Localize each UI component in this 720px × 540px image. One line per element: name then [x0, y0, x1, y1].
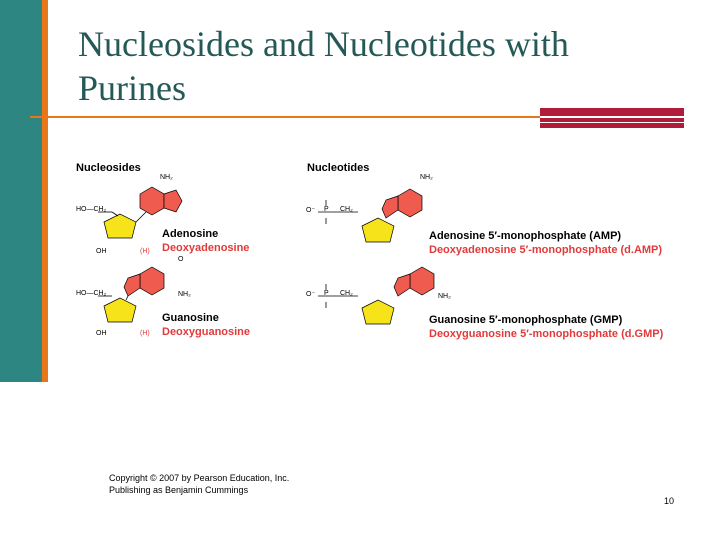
- ribose-ring-g: [104, 298, 136, 322]
- adenine-ring: [140, 187, 164, 215]
- ch2-label-amp: CH₂: [340, 206, 353, 213]
- left-accent-bar: [0, 0, 48, 382]
- guanine-five-ring: [124, 274, 140, 296]
- adenine-five-ring: [164, 190, 182, 212]
- title-line-1: Nucleosides and Nucleotides with: [78, 24, 569, 64]
- gmp-label: Guanosine 5′-monophosphate (GMP): [429, 314, 623, 326]
- adenine-ring-amp: [398, 189, 422, 217]
- ribose-ring-a: [104, 214, 136, 238]
- purine-structures-figure: [70, 156, 710, 346]
- adenosine-label: Adenosine: [162, 228, 219, 240]
- guanine-ring: [140, 267, 164, 295]
- p-label-gmp: P: [324, 290, 329, 297]
- amp-structure: [318, 189, 422, 242]
- guanosine-structure: [98, 267, 164, 322]
- nh2-label-a: NH₂: [160, 174, 173, 181]
- nh2-label-amp: NH₂: [420, 174, 433, 181]
- copyright-line-1: Copyright © 2007 by Pearson Education, Inc.: [109, 473, 290, 483]
- dgmp-label: Deoxyguanosine 5′-monophosphate (d.GMP): [429, 328, 664, 340]
- ho-ch2-label-g: HO—CH₂: [76, 290, 107, 297]
- guanine-ring-gmp: [410, 267, 434, 295]
- copyright-line-2: Publishing as Benjamin Cummings: [109, 485, 249, 495]
- page-number: 10: [664, 496, 675, 506]
- h-paren-label-a: (H): [140, 248, 150, 255]
- gmp-structure: [318, 267, 434, 324]
- slide-title: [78, 22, 678, 110]
- deoxyguanosine-label: Deoxyguanosine: [162, 326, 251, 338]
- guanine-five-ring-gmp: [394, 274, 410, 296]
- amp-label: Adenosine 5′-monophosphate (AMP): [429, 230, 622, 242]
- damp-label: Deoxyadenosine 5′-monophosphate (d.AMP): [429, 244, 663, 256]
- p-label-amp: P: [324, 206, 329, 213]
- o-label-g: O: [178, 256, 184, 263]
- o-minus-label-amp: O⁻: [306, 207, 316, 214]
- o-minus-label-gmp: O⁻: [306, 291, 316, 298]
- ribose-ring-amp: [362, 218, 394, 242]
- title-accent-block: [540, 108, 684, 128]
- ribose-ring-gmp: [362, 300, 394, 324]
- h-paren-label-g: (H): [140, 330, 150, 337]
- nucleotides-heading: Nucleotides: [307, 162, 370, 174]
- oh-label-g: OH: [96, 330, 107, 337]
- nh2-label-gmp: NH₂: [438, 293, 451, 300]
- ch2-label-gmp: CH₂: [340, 290, 353, 297]
- deoxyadenosine-label: Deoxyadenosine: [162, 242, 250, 254]
- title-underline: [30, 116, 546, 118]
- ho-ch2-label-a: HO—CH₂: [76, 206, 107, 213]
- copyright-notice: [109, 472, 289, 496]
- adenine-five-ring-amp: [382, 196, 398, 218]
- title-line-2: Purines: [78, 68, 186, 108]
- guanosine-label: Guanosine: [162, 312, 219, 324]
- oh-label-a: OH: [96, 248, 107, 255]
- nh2-label-g: NH₂: [178, 291, 191, 298]
- nucleosides-heading: Nucleosides: [76, 162, 141, 174]
